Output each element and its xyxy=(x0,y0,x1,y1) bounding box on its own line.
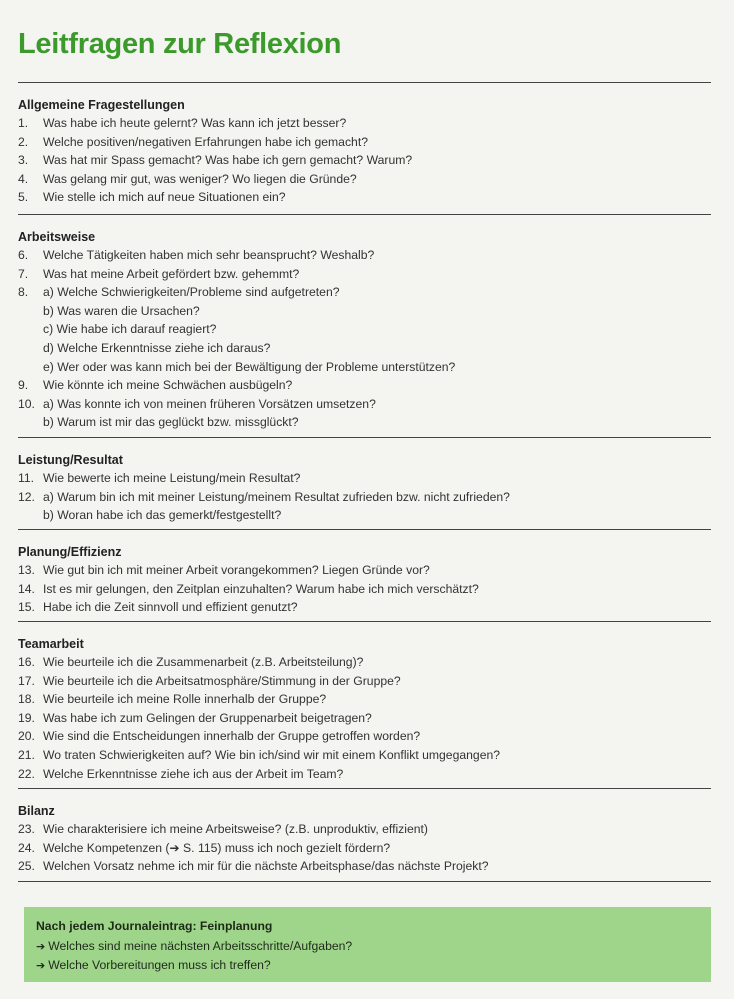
divider xyxy=(18,881,711,882)
divider xyxy=(18,214,711,215)
list-item: 24. Welche Kompetenzen (➔ S. 115) muss ich noch gezielt fördern? xyxy=(18,840,391,855)
page-title: Leitfragen zur Reflexion xyxy=(18,28,342,60)
list-item: 23. Wie charakterisiere ich meine Arbeitsweise? (z.B. unproduktiv, effizient) xyxy=(18,822,428,836)
section-working-method xyxy=(18,229,711,432)
list-item: 22. Welche Erkenntnisse ziehe ich aus der Arbeit im Team? xyxy=(18,766,344,781)
list-item: c) Wie habe ich darauf reagiert? xyxy=(43,322,217,337)
divider xyxy=(18,437,711,438)
list-item: 6. Welche Tätigkeiten haben mich sehr beansprucht? Weshalb? xyxy=(18,248,375,262)
list-item: 7. Was hat meine Arbeit gefördert bzw. gehemmt? xyxy=(18,266,300,281)
list-item: 11. Wie bewerte ich meine Leistung/mein Resultat? xyxy=(18,471,301,485)
section-heading: Bilanz xyxy=(18,804,55,818)
list-item: b) Was waren die Ursachen? xyxy=(43,303,200,318)
list-item: 19. Was habe ich zum Gelingen der Gruppenarbeit beigetragen? xyxy=(18,710,372,725)
divider xyxy=(18,82,711,83)
section-teamwork xyxy=(18,636,711,783)
list-item: 14. Ist es mir gelungen, den Zeitplan einzuhalten? Warum habe ich mich verschätzt? xyxy=(18,581,479,596)
list-item: 16. Wie beurteile ich die Zusammenarbeit (z.B. Arbeitsteilung)? xyxy=(18,655,364,669)
list-item: 17. Wie beurteile ich die Arbeitsatmosphäre/Stimmung in der Gruppe? xyxy=(18,673,401,688)
list-item: d) Welche Erkenntnisse ziehe ich daraus? xyxy=(43,340,271,355)
list-item: b) Woran habe ich das gemerkt/festgestellt? xyxy=(43,508,282,523)
list-item: 1. Was habe ich heute gelernt? Was kann ich jetzt besser? xyxy=(18,116,347,130)
list-item: 2. Welche positiven/negativen Erfahrungen habe ich gemacht? xyxy=(18,134,368,149)
section-heading: Leistung/Resultat xyxy=(18,453,123,467)
divider xyxy=(18,621,711,622)
fine-planning-box xyxy=(24,907,711,982)
list-item: 10. a) Was konnte ich von meinen früheren Vorsätzen umsetzen? xyxy=(18,396,376,411)
section-planning-efficiency xyxy=(18,544,711,617)
list-item: 13. Wie gut bin ich mit meiner Arbeit vorangekommen? Liegen Gründe vor? xyxy=(18,563,430,577)
section-performance-result xyxy=(18,452,711,525)
arrow-right-icon: ➔ xyxy=(36,940,46,953)
arrow-right-icon: ➔ xyxy=(36,959,46,972)
list-item: 25. Welchen Vorsatz nehme ich mir für die nächste Arbeitsphase/das nächste Projekt? xyxy=(18,859,489,874)
section-heading: Teamarbeit xyxy=(18,637,84,651)
list-item: 21. Wo traten Schwierigkeiten auf? Wie bin ich/sind wir mit einem Konflikt umgegangen? xyxy=(18,747,501,762)
list-item: 15. Habe ich die Zeit sinnvoll und effizient genutzt? xyxy=(18,600,298,615)
list-item: 8. a) Welche Schwierigkeiten/Probleme sind aufgetreten? xyxy=(18,285,340,300)
divider xyxy=(18,529,711,530)
divider xyxy=(18,788,711,789)
list-item: 4. Was gelang mir gut, was weniger? Wo liegen die Gründe? xyxy=(18,171,357,186)
box-line: ➔ Welches sind meine nächsten Arbeitsschritte/Aufgaben? xyxy=(36,939,353,953)
box-heading: Nach jedem Journaleintrag: Feinplanung xyxy=(36,919,273,933)
section-general-questions xyxy=(18,97,711,207)
list-item: 5. Wie stelle ich mich auf neue Situationen ein? xyxy=(18,190,286,205)
section-heading: Arbeitsweise xyxy=(18,230,96,244)
box-line: ➔ Welche Vorbereitungen muss ich treffen? xyxy=(36,958,271,972)
list-item: 18. Wie beurteile ich meine Rolle innerhalb der Gruppe? xyxy=(18,692,327,707)
list-item: 20. Wie sind die Entscheidungen innerhalb der Gruppe getroffen worden? xyxy=(18,729,421,744)
list-item: 9. Wie könnte ich meine Schwächen ausbügeln? xyxy=(18,378,293,393)
list-item: b) Warum ist mir das geglückt bzw. missglückt? xyxy=(43,415,299,430)
list-item: 12. a) Warum bin ich mit meiner Leistung/meinem Resultat zufrieden bzw. nicht zufrieden? xyxy=(18,489,510,504)
list-item: e) Wer oder was kann mich bei der Bewältigung der Probleme unterstützen? xyxy=(43,359,456,374)
section-heading: Allgemeine Fragestellungen xyxy=(18,98,185,112)
section-heading: Planung/Effizienz xyxy=(18,545,122,559)
list-item: 3. Was hat mir Spass gemacht? Was habe ich gern gemacht? Warum? xyxy=(18,153,413,168)
section-summary xyxy=(18,803,711,876)
